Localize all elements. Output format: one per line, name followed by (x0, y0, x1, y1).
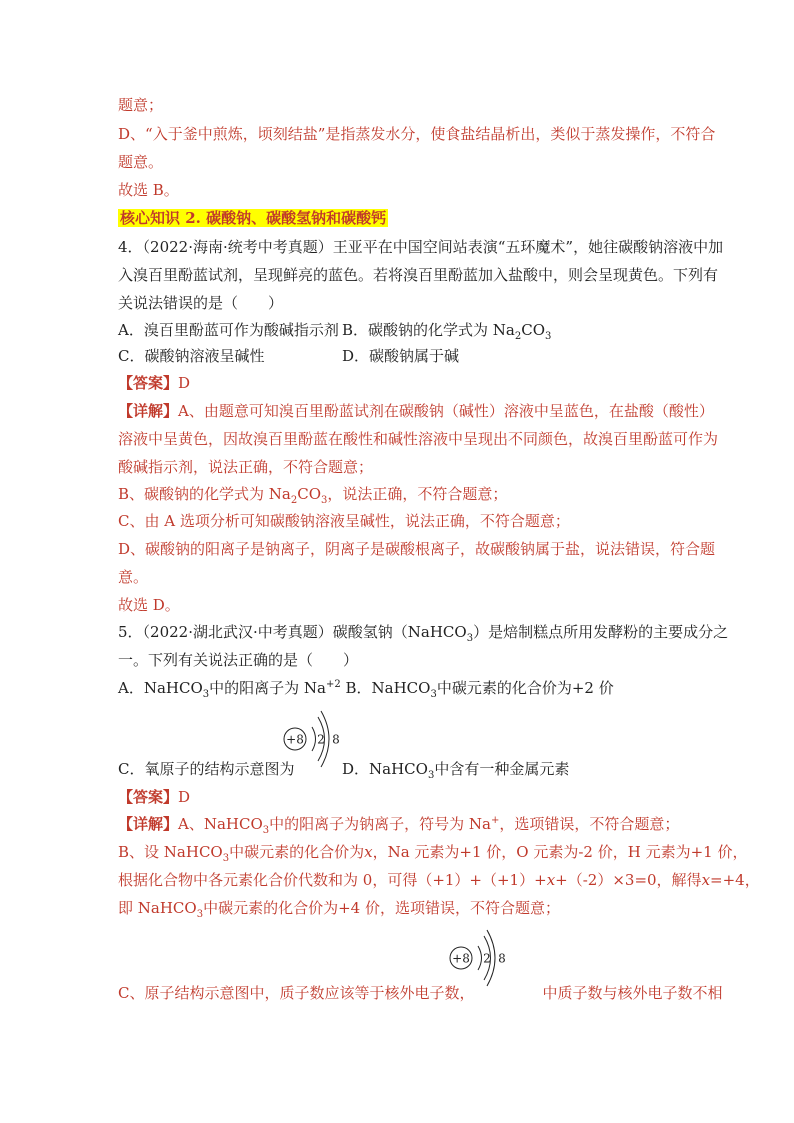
shell-1-electrons: 2 (483, 951, 491, 966)
nucleus-charge: +8 (452, 951, 470, 966)
q4-option-b: B．碳酸钠的化学式为 $Na_2CO_3$ (342, 321, 552, 342)
prev-conclusion: 故选 B。 (118, 181, 179, 199)
electron-shell-1 (312, 727, 316, 751)
shell-2-electrons: 8 (332, 732, 340, 747)
q4-detail-line7: 意。 (118, 568, 149, 586)
q5-answer: 【答案】D (118, 788, 191, 806)
q4-detail-line6: D、碳酸钠的阳离子是钠离子，阴离子是碳酸根离子，故碳酸钠属于盐，说法错误，符合题 (118, 540, 716, 558)
q4-detail-line5: C、由 A 选项分析可知碳酸钠溶液呈碱性，说法正确，不符合题意； (118, 512, 570, 530)
shell-1-electrons: 2 (317, 732, 325, 747)
q5-option-a-b: A．NaHCO$_3$中的阳离子为 $Na^{+2}$ B．NaHCO$_3$中碳元素的化合价为+2 价 (118, 679, 614, 700)
prev-line: 题意； (118, 96, 164, 114)
q5-detail-line4: 即 NaHCO$_3$中碳元素的化合价为+4 价，选项错误，不符合题意； (118, 899, 560, 920)
section-heading (118, 208, 388, 228)
nucleus-charge: +8 (286, 732, 304, 747)
q4-option-a: A．溴百里酚蓝可作为酸碱指示剂 (118, 321, 339, 339)
q4-detail-line2: 溶液中呈黄色，因故溴百里酚蓝在酸性和碱性溶液中呈现出不同颜色，故溴百里酚蓝可作为 (118, 430, 719, 448)
q4-stem-line2: 入溴百里酚蓝试剂，呈现鲜亮的蓝色。若将溴百里酚蓝加入盐酸中，则会呈现黄色。下列有 (118, 266, 719, 284)
prev-option-d-line2: 题意。 (118, 153, 164, 171)
q4-detail-line3: 酸碱指示剂，说法正确，不符合题意； (118, 458, 374, 476)
q4-option-d: D．碳酸钠属于碱 (342, 347, 460, 365)
q5-stem-line1: 5．（2022·湖北武汉·中考真题）碳酸氢钠（NaHCO$_3$）是焙制糕点所用发酵粉的主要成分之 (118, 623, 729, 644)
q5-detail-line5: C、原子结构示意图中，质子数应该等于核外电子数， 中质子数与核外电子数不相 (118, 984, 723, 1002)
q4-option-c: C．碳酸钠溶液呈碱性 (118, 347, 265, 365)
q5-detail-line2: B、设 NaHCO$_3$中碳元素的化合价为x，Na 元素为+1 价，O 元素为-2 价，H 元素为+1 价， (118, 843, 748, 864)
q5-option-c: C．氧原子的结构示意图为 (118, 760, 295, 778)
q4-detail-line1: 【详解】A、由题意可知溴百里酚蓝试剂在碳酸钠（碱性）溶液中呈蓝色，在盐酸（酸性） (118, 402, 714, 420)
q4-stem-line1: 4．（2022·海南·统考中考真题）王亚平在中国空间站表演“五环魔术”，她往碳酸钠溶液中加 (118, 238, 724, 256)
section-heading-label: 核心知识 2. 碳酸钠、碳酸氢钠和碳酸钙 (120, 209, 387, 227)
q5-detail-line1: 【详解】A、NaHCO$_3$中的阳离子为钠离子，符号为 Na+，选项错误，不符合题意； (118, 815, 680, 836)
q4-detail-line4: B、碳酸钠的化学式为 $Na_2CO_3$，说法正确，不符合题意； (118, 485, 508, 506)
q4-answer: 【答案】D (118, 374, 191, 392)
q4-stem-line3: 关说法错误的是（ ） (118, 294, 284, 312)
q5-stem-line2: 一。下列有关说法正确的是（ ） (118, 651, 359, 669)
electron-shell-1 (478, 946, 482, 970)
prev-option-d-line1: D、“入于釜中煎炼，顷刻结盐”是指蒸发水分，使食盐结晶析出，类似于蒸发操作，不符合 (118, 125, 716, 143)
shell-2-electrons: 8 (498, 951, 506, 966)
q5-option-d: D．NaHCO$_3$中含有一种金属元素 (342, 760, 570, 781)
q4-conclusion: 故选 D。 (118, 596, 180, 614)
q5-detail-line3: 根据化合物中各元素化合价代数和为 0，可得（+1）+（+1）+x+（-2）×3=0，解得x=+4， (118, 871, 760, 889)
